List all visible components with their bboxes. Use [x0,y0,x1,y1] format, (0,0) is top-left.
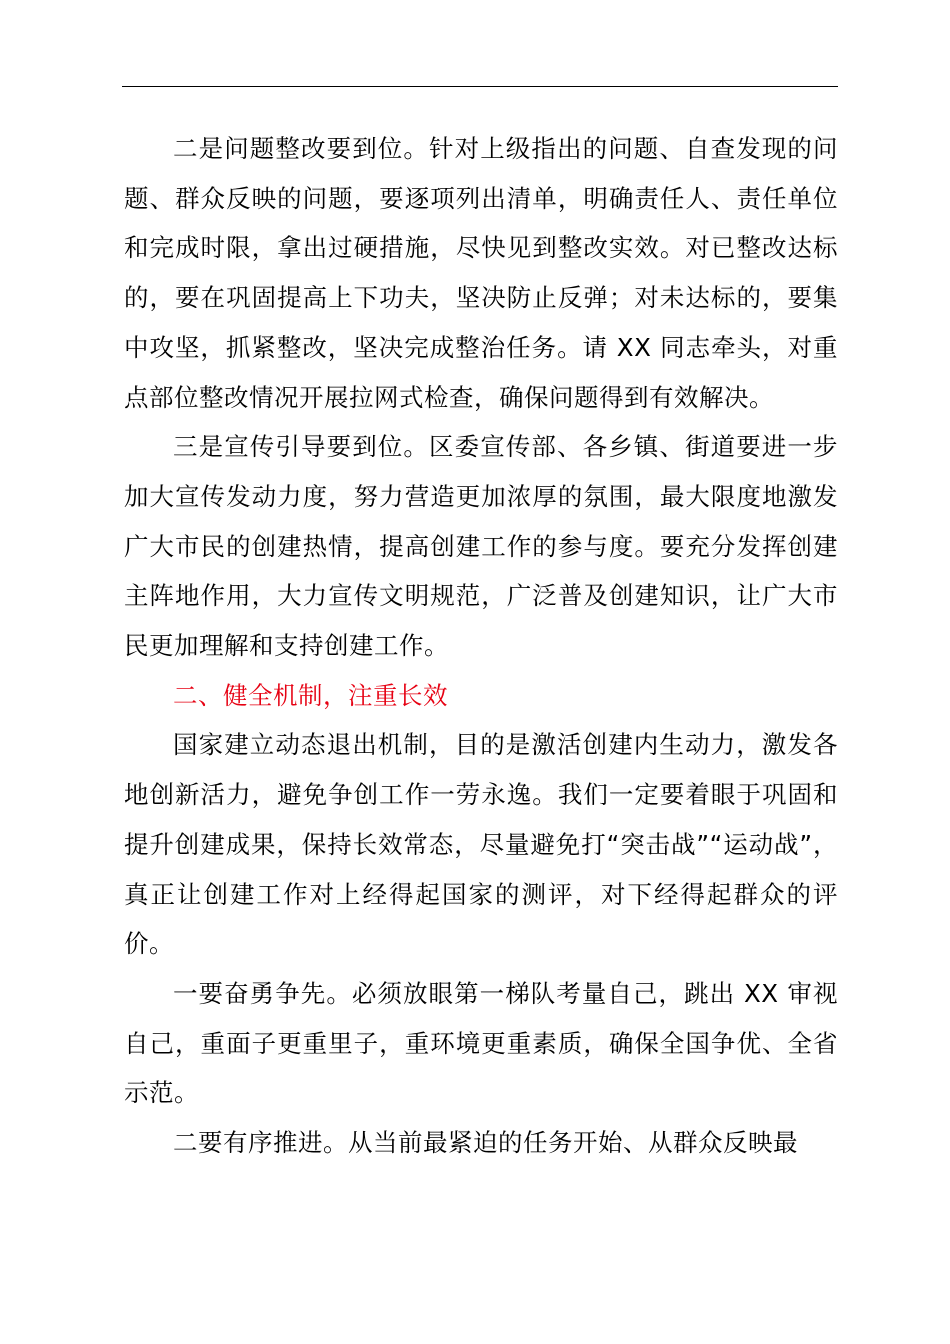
header-rule [122,86,838,87]
section-heading: 二、健全机制，注重长效 [173,680,448,710]
paragraph-publicity-guidance: 三是宣传引导要到位。区委宣传部、各乡镇、街道要进一步加大宣传发动力度，努力营造更加浓厚的氛围，最大限度地激发广大市民的创建热情，提高创建工作的参与度。要充分发挥创建主阵地作用，大力宣传文明规范，广泛普及创建知识，让广大市民更加理解和支持创建工作。 [124,432,838,661]
paragraph-dynamic-exit-mechanism: 国家建立动态退出机制，目的是激活创建内生动力，激发各地创新活力，避免争创工作一劳永逸。我们一定要着眼于巩固和提升创建成果，保持长效常态，尽量避免打“突击战”“运动战”，真正让创建工作对上经得起国家的测评，对下经得起群众的评价。 [124,730,838,959]
paragraph-orderly-advance: 二要有序推进。从当前最紧迫的任务开始、从群众反映最 [173,1128,798,1158]
paragraph-problem-rectification: 二是问题整改要到位。针对上级指出的问题、自查发现的问题、群众反映的问题，要逐项列出清单，明确责任人、责任单位和完成时限，拿出过硬措施，尽快见到整改实效。对已整改达标的，要在巩固提高上下功夫，坚决防止反弹；对未达标的，要集中攻坚，抓紧整改，坚决完成整治任务。请 XX 同志牵头，对重点部位整改情况开展拉网式检查，确保问题得到有效解决。 [124,134,838,412]
document-body [124,124,838,1168]
paragraph-strive-first: 一要奋勇争先。必须放眼第一梯队考量自己，跳出 XX 审视自己，重面子更重里子，重环境更重素质，确保全国争优、全省示范。 [124,978,838,1108]
